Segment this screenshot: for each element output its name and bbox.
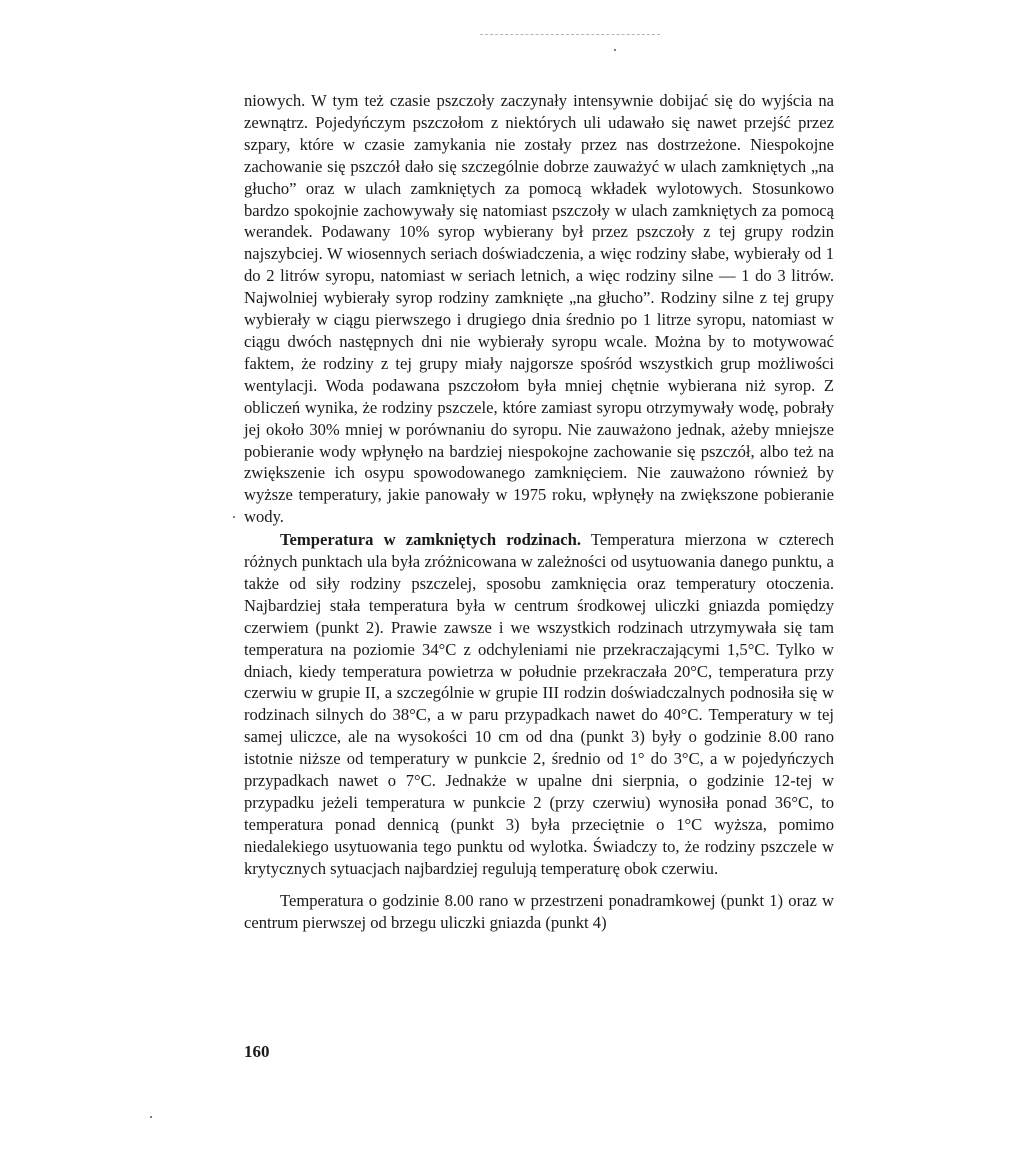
- scan-speck: [150, 1116, 152, 1118]
- page-number: 160: [244, 1042, 270, 1061]
- paragraph-continuation: niowych. W tym też czasie pszczoły zaczynały intensywnie dobijać się do wyjścia na zewnątrz. Pojedyńczym pszczołom z niektórych uli udawało się nawet przejść przez szpary, które w czasie zamykania nie zostały przez nas dostrzeżone. Niespokojne zachowanie się pszczół dało się szczególnie dobrze zauważyć w ulach zamkniętych „na głucho” oraz w ulach zamkniętych za pomocą wkładek wylotowych. Stosunkowo bardzo spokojnie zachowywały się natomiast pszczoły w ulach zamkniętych za pomocą werandek. Podawany 10% syrop wybierany był przez pszczoły z tej grupy rodzin najszybciej. W wiosennych seriach doświadczenia, a więc rodziny słabe, wybierały od 1 do 2 litrów syropu, natomiast w seriach letnich, a więc rodziny silne — 1 do 3 litrów. Najwolniej wybierały syrop rodziny zamknięte „na głucho”. Rodziny silne z tej grupy wybierały w ciągu pierwszego i drugiego dnia średnio po 1 litrze syropu, natomiast w ciągu dwóch następnych dni nie wybierały syropu wcale. Można by to motywować faktem, że rodziny z tej grupy miały najgorsze spośród wszystkich grup możliwości wentylacji. Woda podawana pszczołom była mniej chętnie wybierana niż syrop. Z obliczeń wynika, że rodziny pszczele, które zamiast syropu otrzymywały wodę, pobrały jej około 30% mniej w porównaniu do syropu. Nie zauważono jednak, ażeby mniejsze pobieranie wody wpłynęło na bardziej niespokojne zachowanie się pszczół, albo też na zwiększenie ich osypu spowodowanego zamknięciem. Nie zauważono również by wyższe temperatury, jakie panowały w 1975 roku, wpłynęły na zwiększone pobieranie wody.: [244, 91, 834, 527]
- run-in-heading: Temperatura w zamkniętych rodzinach.: [280, 530, 582, 550]
- paragraph-final: Temperatura o godzinie 8.00 rano w przestrzeni ponadramkowej (punkt 1) oraz w centrum pierwszej od brzegu uliczki gniazda (punkt 4): [244, 890, 834, 932]
- paragraph-temperature: [244, 529, 834, 880]
- scan-speck: [614, 49, 616, 51]
- header-rule: [480, 34, 660, 35]
- body-text: [244, 90, 834, 933]
- paragraph-temperature-text: Temperatura mierzona w czterech różnych punktach ula była zróżnicowana w zależności od usytuowania danego punktu, a także od siły rodziny pszczelej, sposobu zamknięcia oraz temperatury otoczenia. Najbardziej stała temperatura była w centrum środkowej uliczki gniazda pomiędzy czerwiem (punkt 2). Prawie zawsze i we wszystkich rodzinach utrzymywała się tam temperatura na poziomie 34°C z odchyleniami nie przekraczającymi 1,5°C. Tylko w dniach, kiedy temperatura powietrza w południe przekraczała 20°C, temperatura przy czerwiu w grupie II, a szczególnie w grupie III rodzin doświadczalnych podnosiła się w rodzinach silnych do 38°C, a w paru przypadkach nawet do 40°C. Temperatury w tej samej uliczce, ale na wysokości 10 cm od dna (punkt 3) były o godzinie 8.00 rano istotnie niższe od temperatury w punkcie 2, średnio od 1° do 3°C, a w pojedyńczych przypadkach nawet o 7°C. Jednakże w upalne dni sierpnia, o godzinie 12-tej w przypadku jeżeli temperatura w punkcie 2 (przy czerwiu) wynosiła ponad 36°C, to temperatura ponad dennicą (punkt 3) była przeciętnie o 1°C wyższa, pomimo niedalekiego usytuowania tego punktu od wylotka. Świadczy to, że rodziny pszczele w krytycznych sytuacjach najbardziej regulują temperaturę obok czerwiu.: [244, 530, 834, 878]
- scan-speck: [233, 516, 235, 518]
